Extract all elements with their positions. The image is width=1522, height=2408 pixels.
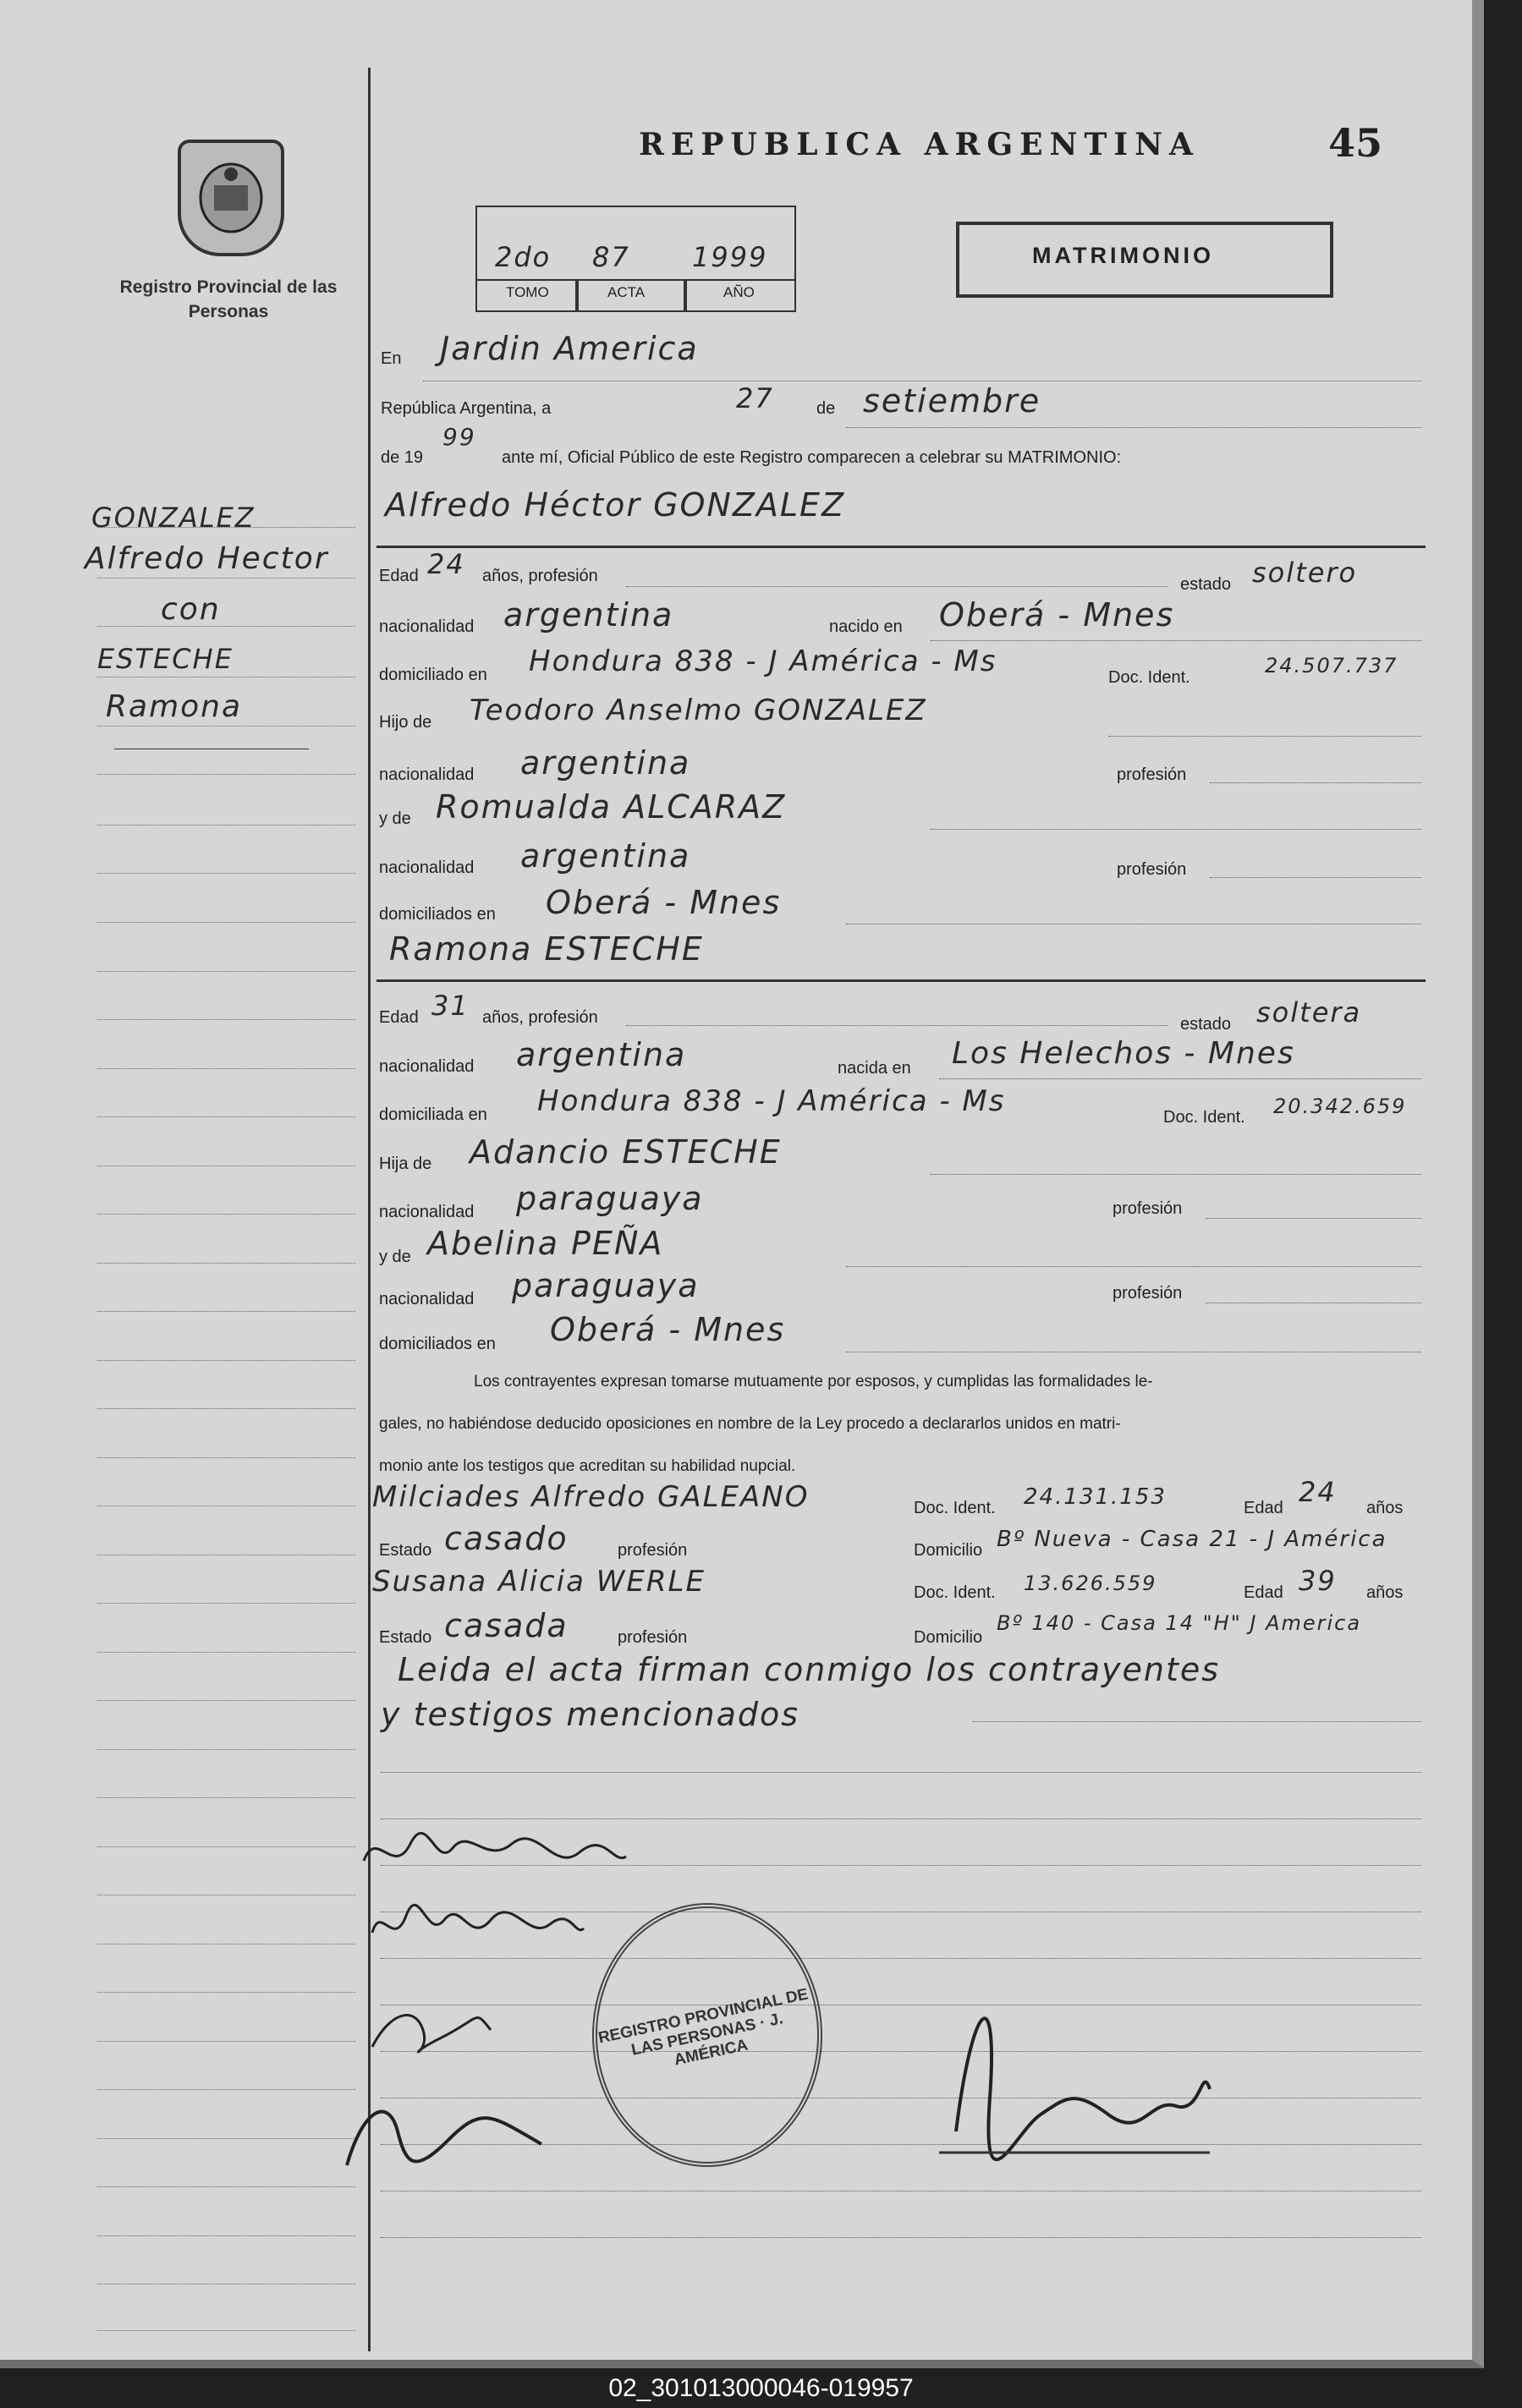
groom-nacionalidad: argentina <box>503 596 674 634</box>
de-label: de <box>816 399 836 418</box>
coat-of-arms-icon <box>193 156 269 240</box>
document-type: MATRIMONIO <box>1032 243 1214 268</box>
year-prefix: de 19 <box>381 448 424 467</box>
witness1-estado: casado <box>444 1520 569 1557</box>
anio-label: AÑO <box>723 284 755 300</box>
signature-bride <box>368 1895 588 1962</box>
witness1-doc-ident: 24.131.153 <box>1024 1484 1167 1510</box>
groom-father-nacionalidad: argentina <box>520 744 691 782</box>
formula-line-2: gales, no habiéndose deducido oposiciones en nombre de la Ley procedo a declararlos unidos en matri- <box>379 1415 1121 1433</box>
witness1-name: Milciades Alfredo GALEANO <box>372 1480 810 1514</box>
official-stamp <box>592 1903 822 2167</box>
margin-given-bride: Ramona <box>106 689 243 724</box>
bride-mother: Abelina PEÑA <box>427 1225 664 1262</box>
certificate-page: Registro Provincial de las Personas REPUBLICA ARGENTINA 45 2do 87 1999 TOMO ACTA AÑO MATRIMONIO GONZALEZ Alfredo Hector con ESTECHE Ramona En Jardin America República Argentina, a 27 de setiembre de 19 99 ante mí, Oficial Público de este Registro comparecen a celebrar su MATRIMONIO: Alfredo Héctor GONZALEZ Edad 24 años, profesión estado soltero nacionalidad argentina nacido en Oberá - Mnes domiciliado en Hondura 838 - J América - Ms Doc. Ident. 24.507.737 Hijo de Teodoro Anselmo GONZALEZ nacionalidad argentina profesión y de Romualda ALCARAZ nacionalidad argentina profesión domiciliados en Oberá - Mnes Ramona ESTECHE Edad 31 años, profesión estado soltera nacionalidad argentina nacida en Los Helechos - Mnes domiciliada en Hondura 838 - J América - Ms Doc. Ident. 20.342.659 Hija de Adancio ESTECHE nacionalidad paraguaya profesión y de Abelina PEÑA nacionalidad paraguaya profesión domiciliados en Oberá - Mnes Los contrayentes expresan tomarse mutuamente por esposos, y cumplidas las formalidades le- gales, no habiéndose deducido oposiciones en nombre de la Ley procedo a declararlos unidos en matri- monio ante los testigos que acreditan su habilidad nupcial. Milciades Alfredo GALEANO Doc. Ident. 24.131.153 Edad 24 años Estado casado profesión Domicilio Bº Nueva - Casa 21 - J América Susana Alicia WERLE Doc. Ident. 13.626.559 Edad 39 años Estado casada profesión Domicilio Bº 140 - Casa 14 "H" J America Leida el acta firman conmigo los contrayentes y testigos mencionados REGISTRO PROVINCIAL DE LAS PERSONAS · J. AMÉRICA <box>0 0 1484 2368</box>
bride-doc-ident: 20.342.659 <box>1273 1094 1407 1118</box>
formula-line-1: Los contrayentes expresan tomarse mutuamente por esposos, y cumplidas las formalidades le- <box>474 1373 1153 1390</box>
groom-parents-domicilio: Oberá - Mnes <box>546 884 782 921</box>
provincial-seal <box>178 140 284 256</box>
bride-domicilio: Hondura 838 - J América - Ms <box>537 1084 1006 1118</box>
bride-nacionalidad: argentina <box>516 1036 687 1073</box>
bride-estado: soltera <box>1256 996 1362 1028</box>
signature-official <box>939 1962 1218 2182</box>
anio-value: 1999 <box>692 241 768 273</box>
republica-label: República Argentina, a <box>381 399 552 418</box>
registry-name: Registro Provincial de las Personas <box>119 277 338 321</box>
day-value: 27 <box>736 382 774 414</box>
groom-edad: 24 <box>427 548 465 580</box>
bride-edad: 31 <box>431 990 470 1022</box>
margin-surname-bride: ESTECHE <box>97 643 234 675</box>
groom-father: Teodoro Anselmo GONZALEZ <box>470 694 927 727</box>
groom-doc-ident: 24.507.737 <box>1265 654 1398 677</box>
en-label: En <box>381 349 402 368</box>
groom-mother-nacionalidad: argentina <box>520 837 691 875</box>
margin-con: con <box>161 592 221 627</box>
witness2-estado: casada <box>444 1607 569 1644</box>
groom-nacido-en: Oberá - Mnes <box>939 596 1175 634</box>
groom-domicilio: Hondura 838 - J América - Ms <box>529 645 997 678</box>
page-number: 45 <box>1328 120 1383 166</box>
witness1-edad: 24 <box>1299 1476 1337 1508</box>
witness2-doc-ident: 13.626.559 <box>1024 1572 1157 1595</box>
bride-name: Ramona ESTECHE <box>389 930 704 968</box>
witness1-domicilio: Bº Nueva - Casa 21 - J América <box>997 1527 1387 1552</box>
bride-parents-domicilio: Oberá - Mnes <box>550 1311 786 1348</box>
image-code: 02_301013000046-019957 <box>608 2374 914 2402</box>
signature-groom <box>360 1818 630 1895</box>
acta-value: 87 <box>592 241 630 273</box>
tomo-label: TOMO <box>506 284 549 300</box>
margin-surname-groom: GONZALEZ <box>91 502 255 534</box>
witness2-name: Susana Alicia WERLE <box>372 1565 706 1599</box>
country-heading: REPUBLICA ARGENTINA <box>639 127 1200 162</box>
acta-label: ACTA <box>607 284 646 300</box>
month-value: setiembre <box>863 382 1041 420</box>
bride-father: Adancio ESTECHE <box>470 1133 782 1171</box>
formula-line-3: monio ante los testigos que acreditan su habilidad nupcial. <box>379 1457 796 1475</box>
stamp-text: REGISTRO PROVINCIAL DE LAS PERSONAS · J. AMÉRICA <box>596 1985 810 2070</box>
bride-nacida-en: Los Helechos - Mnes <box>952 1036 1295 1071</box>
groom-mother: Romualda ALCARAZ <box>436 788 787 826</box>
signature-witness2 <box>338 2081 550 2191</box>
groom-name: Alfredo Héctor GONZALEZ <box>385 486 846 524</box>
closing-line-2: y testigos mencionados <box>381 1696 800 1733</box>
year-suffix: 99 <box>442 423 476 451</box>
place-value: Jardin America <box>440 330 699 367</box>
closing-line-1: Leida el acta firman conmigo los contrayentes <box>398 1651 1221 1688</box>
intro-statement: ante mí, Oficial Público de este Registro comparecen a celebrar su MATRIMONIO: <box>502 448 1122 467</box>
witness2-domicilio: Bº 140 - Casa 14 "H" J America <box>997 1611 1362 1635</box>
groom-estado: soltero <box>1252 557 1358 589</box>
bride-father-nacionalidad: paraguaya <box>516 1180 704 1217</box>
witness2-edad: 39 <box>1299 1565 1337 1597</box>
margin-given-groom: Alfredo Hector <box>85 541 329 576</box>
bride-mother-nacionalidad: paraguaya <box>512 1267 700 1304</box>
tomo-value: 2do <box>495 241 552 273</box>
signature-witness1 <box>364 1996 499 2072</box>
